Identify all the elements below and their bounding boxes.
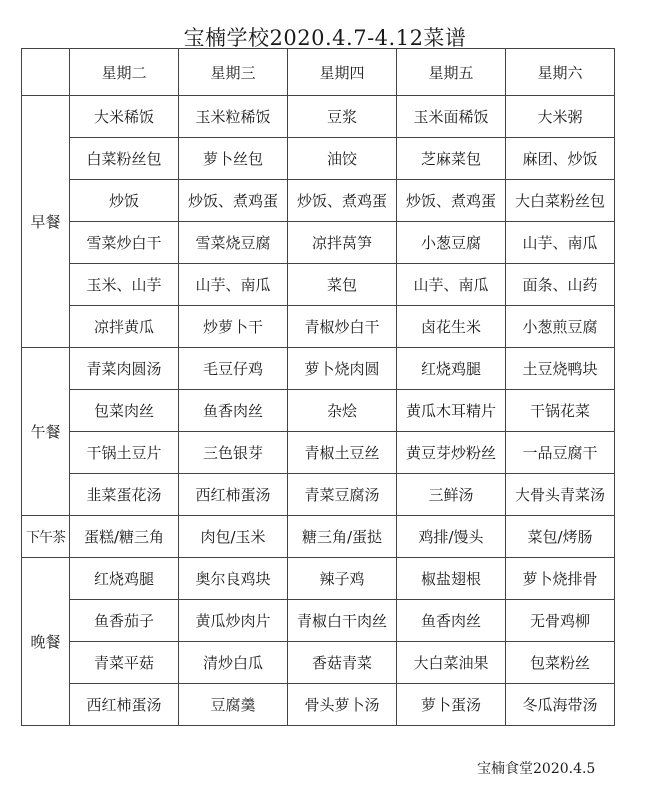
dish-cell: 黄瓜木耳精片 — [397, 390, 506, 432]
meal-label: 午餐 — [22, 348, 70, 516]
dish-cell: 萝卜蛋汤 — [397, 684, 506, 726]
dish-cell: 骨头萝卜汤 — [288, 684, 397, 726]
dish-cell: 土豆烧鸭块 — [506, 348, 615, 390]
dish-cell: 山芋、南瓜 — [506, 222, 615, 264]
dish-cell: 大米粥 — [506, 96, 615, 138]
dish-cell: 西红柿蛋汤 — [70, 684, 179, 726]
menu-row — [22, 96, 615, 138]
dish-cell: 豆浆 — [288, 96, 397, 138]
dish-cell: 大米稀饭 — [70, 96, 179, 138]
day-header: 星期二 — [70, 49, 179, 96]
dish-cell: 芝麻菜包 — [397, 138, 506, 180]
dish-cell: 大白菜油果 — [397, 642, 506, 684]
dish-cell: 面条、山药 — [506, 264, 615, 306]
header-row — [22, 49, 615, 96]
dish-cell: 炒饭、煮鸡蛋 — [288, 180, 397, 222]
dish-cell: 包菜肉丝 — [70, 390, 179, 432]
dish-cell: 白菜粉丝包 — [70, 138, 179, 180]
day-header: 星期三 — [179, 49, 288, 96]
dish-cell: 大白菜粉丝包 — [506, 180, 615, 222]
dish-cell: 西红柿蛋汤 — [179, 474, 288, 516]
dish-cell: 玉米、山芋 — [70, 264, 179, 306]
day-header: 星期五 — [397, 49, 506, 96]
dish-cell: 山芋、南瓜 — [179, 264, 288, 306]
menu-row — [22, 180, 615, 222]
menu-row — [22, 684, 615, 726]
dish-cell: 玉米粒稀饭 — [179, 96, 288, 138]
dish-cell: 炒萝卜干 — [179, 306, 288, 348]
meal-label: 下午茶 — [22, 516, 70, 558]
menu-row — [22, 348, 615, 390]
dish-cell: 奥尔良鸡块 — [179, 558, 288, 600]
dish-cell: 鱼香肉丝 — [179, 390, 288, 432]
dish-cell: 雪菜炒白干 — [70, 222, 179, 264]
menu-row — [22, 138, 615, 180]
menu-table — [21, 48, 615, 726]
menu-row — [22, 516, 615, 558]
corner-cell — [22, 49, 70, 96]
dish-cell: 山芋、南瓜 — [397, 264, 506, 306]
menu-row — [22, 558, 615, 600]
dish-cell: 黄瓜炒肉片 — [179, 600, 288, 642]
menu-row — [22, 222, 615, 264]
dish-cell: 玉米面稀饭 — [397, 96, 506, 138]
dish-cell: 红烧鸡腿 — [397, 348, 506, 390]
dish-cell: 辣子鸡 — [288, 558, 397, 600]
menu-row — [22, 642, 615, 684]
dish-cell: 油饺 — [288, 138, 397, 180]
dish-cell: 小葱煎豆腐 — [506, 306, 615, 348]
dish-cell: 麻团、炒饭 — [506, 138, 615, 180]
dish-cell: 凉拌黄瓜 — [70, 306, 179, 348]
dish-cell: 萝卜烧肉圆 — [288, 348, 397, 390]
dish-cell: 鱼香肉丝 — [397, 600, 506, 642]
dish-cell: 菜包/烤肠 — [506, 516, 615, 558]
meal-label: 早餐 — [22, 96, 70, 348]
meal-label: 晚餐 — [22, 558, 70, 726]
dish-cell: 青椒炒白干 — [288, 306, 397, 348]
dish-cell: 小葱豆腐 — [397, 222, 506, 264]
menu-row — [22, 306, 615, 348]
menu-title: 宝楠学校2020.4.7-4.12菜谱 — [183, 26, 467, 50]
menu-row — [22, 390, 615, 432]
dish-cell: 青椒白干肉丝 — [288, 600, 397, 642]
dish-cell: 青菜肉圆汤 — [70, 348, 179, 390]
menu-row — [22, 264, 615, 306]
dish-cell: 杂烩 — [288, 390, 397, 432]
dish-cell: 炒饭、煮鸡蛋 — [179, 180, 288, 222]
dish-cell: 包菜粉丝 — [506, 642, 615, 684]
dish-cell: 菜包 — [288, 264, 397, 306]
menu-row — [22, 474, 615, 516]
dish-cell: 鸡排/馒头 — [397, 516, 506, 558]
dish-cell: 青椒土豆丝 — [288, 432, 397, 474]
dish-cell: 大骨头青菜汤 — [506, 474, 615, 516]
dish-cell: 雪菜烧豆腐 — [179, 222, 288, 264]
dish-cell: 清炒白瓜 — [179, 642, 288, 684]
dish-cell: 鱼香茄子 — [70, 600, 179, 642]
dish-cell: 干锅土豆片 — [70, 432, 179, 474]
dish-cell: 黄豆芽炒粉丝 — [397, 432, 506, 474]
dish-cell: 冬瓜海带汤 — [506, 684, 615, 726]
dish-cell: 炒饭、煮鸡蛋 — [397, 180, 506, 222]
dish-cell: 红烧鸡腿 — [70, 558, 179, 600]
dish-cell: 香菇青菜 — [288, 642, 397, 684]
dish-cell: 肉包/玉米 — [179, 516, 288, 558]
dish-cell: 卤花生米 — [397, 306, 506, 348]
footer-signature: 宝楠食堂2020.4.5 — [477, 761, 596, 777]
dish-cell: 蛋糕/糖三角 — [70, 516, 179, 558]
dish-cell: 糖三角/蛋挞 — [288, 516, 397, 558]
menu-row — [22, 600, 615, 642]
dish-cell: 一品豆腐干 — [506, 432, 615, 474]
dish-cell: 椒盐翅根 — [397, 558, 506, 600]
dish-cell: 三鲜汤 — [397, 474, 506, 516]
dish-cell: 青菜豆腐汤 — [288, 474, 397, 516]
dish-cell: 炒饭 — [70, 180, 179, 222]
dish-cell: 三色银芽 — [179, 432, 288, 474]
dish-cell: 韭菜蛋花汤 — [70, 474, 179, 516]
day-header: 星期六 — [506, 49, 615, 96]
dish-cell: 凉拌莴笋 — [288, 222, 397, 264]
dish-cell: 干锅花菜 — [506, 390, 615, 432]
menu-row — [22, 432, 615, 474]
dish-cell: 豆腐羹 — [179, 684, 288, 726]
dish-cell: 萝卜丝包 — [179, 138, 288, 180]
dish-cell: 青菜平菇 — [70, 642, 179, 684]
dish-cell: 萝卜烧排骨 — [506, 558, 615, 600]
dish-cell: 毛豆仔鸡 — [179, 348, 288, 390]
day-header: 星期四 — [288, 49, 397, 96]
dish-cell: 无骨鸡柳 — [506, 600, 615, 642]
